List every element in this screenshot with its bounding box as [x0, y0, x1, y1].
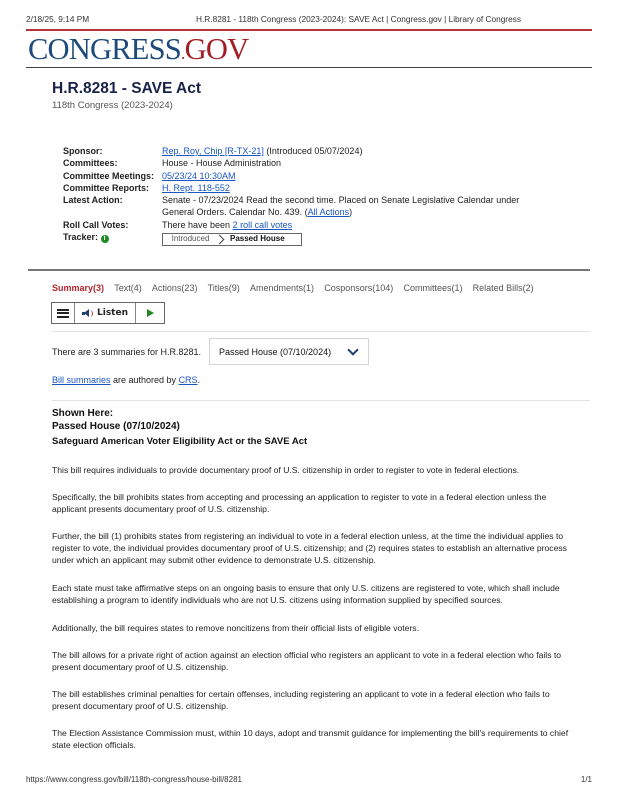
- listen-button[interactable]: [75, 303, 136, 323]
- shown-here: [52, 408, 307, 449]
- overview-row-meetings: [63, 170, 543, 182]
- overview-row-latest-action: [63, 194, 543, 219]
- sponsor-introduced: (Introduced 05/07/2024): [263, 146, 363, 156]
- committees-value: House - House Administration: [162, 158, 282, 169]
- chevron-right-icon: [218, 234, 226, 245]
- listen-toolbar: [51, 302, 165, 324]
- bill-summaries-link[interactable]: Bill summaries: [52, 375, 111, 385]
- tab-summary[interactable]: Summary(3): [52, 283, 105, 293]
- summary-paragraph: The Election Assistance Commission must, within 10 days, adopt and transmit guidance for implementing the bill's requirements to chief state election officials.: [52, 728, 569, 751]
- summaries-authored: [52, 375, 200, 385]
- meetings-label: Committee Meetings:: [63, 170, 155, 181]
- bill-overview: [63, 145, 543, 246]
- sponsor-label: Sponsor:: [63, 146, 103, 156]
- play-button[interactable]: [136, 303, 164, 323]
- print-page-title: H.R.8281 - 118th Congress (2023-2024): SAVE Act | Congress.gov | Library of Congress: [196, 14, 521, 24]
- tracker-label: Tracker:: [63, 232, 99, 243]
- authored-period: .: [197, 375, 201, 385]
- header-dark-rule: [26, 67, 592, 68]
- summary-paragraph: Further, the bill (1) prohibits states from registering an individual to vote in a federal election unless, at the time the individual applies to register to vote, the individual provides documentary proof of U.S. citizenship; and (2) requires states to establish an alternative process under which an applicant may submit other evidence to demonstrate U.S. citizenship.: [52, 531, 567, 566]
- tab-cosponsors[interactable]: Cosponsors(104): [324, 283, 394, 293]
- info-icon[interactable]: i: [101, 235, 109, 243]
- overview-row-committees: [63, 157, 543, 169]
- authored-text: are authored by: [110, 375, 179, 385]
- summary-divider-bottom: [52, 400, 590, 401]
- listen-label: Listen: [97, 308, 128, 318]
- crs-link[interactable]: CRS: [178, 375, 198, 385]
- summary-paragraph: Each state must take affirmative steps on an ongoing basis to ensure that only U.S. citizens are registered to vote, which shall include establishing a program to identify individuals who are not U.S. citizens using information supplied by specified sources.: [52, 583, 560, 606]
- latest-action-label: Latest Action:: [63, 195, 123, 206]
- tab-text[interactable]: Text(4): [114, 283, 142, 293]
- shown-here-version: Passed House (07/10/2024): [52, 420, 180, 432]
- summary-paragraph: The bill establishes criminal penalties for certain offenses, including registering an applicant to vote in a federal election who fails to present documentary proof of U.S. citizenship.: [52, 689, 550, 712]
- logo-dot: .: [180, 43, 185, 63]
- tab-committees[interactable]: Committees(1): [403, 283, 463, 293]
- summary-paragraph: Additionally, the bill requires states to remove noncitizens from their official lists of eligible voters.: [52, 623, 419, 633]
- tab-related-bills[interactable]: Related Bills(2): [472, 283, 534, 293]
- speaker-icon: [82, 309, 93, 318]
- print-page-number: 1/1: [580, 775, 592, 784]
- shown-here-label: Shown Here:: [52, 408, 114, 419]
- latest-action-close: ): [349, 207, 353, 218]
- hamburger-icon: [57, 309, 69, 318]
- overview-row-reports: [63, 182, 543, 194]
- all-actions-link[interactable]: All Actions: [307, 207, 350, 218]
- tracker-step-introduced: Introduced: [171, 234, 210, 244]
- logo-gov: GOV: [184, 32, 249, 66]
- congress-subtitle: 118th Congress (2023-2024): [52, 100, 173, 111]
- logo-congress: CONGRESS: [28, 32, 181, 66]
- summary-paragraph: The bill allows for a private right of action against an election official who registers an applicant to vote in a federal election who fails to present documentary proof of U.S. citizenship.: [52, 650, 562, 673]
- rollcall-prefix: There have been: [162, 219, 233, 230]
- play-icon: [147, 309, 154, 317]
- reports-label: Committee Reports:: [63, 182, 150, 193]
- summaries-count: There are 3 summaries for H.R.8281.: [52, 347, 202, 357]
- print-datetime: 2/18/25, 9:14 PM: [26, 14, 90, 24]
- summary-paragraph: This bill requires individuals to provide documentary proof of U.S. citizenship in order to register to vote in federal elections.: [52, 465, 520, 475]
- reports-link[interactable]: H. Rept. 118-552: [162, 182, 230, 193]
- rollcall-link[interactable]: 2 roll call votes: [232, 219, 293, 230]
- sponsor-link[interactable]: Rep. Roy, Chip [R-TX-21]: [162, 146, 264, 156]
- summary-paragraph: Specifically, the bill prohibits states from accepting and processing an application to register to vote in a federal election unless the applicant presents documentary proof of U.S. citizenship.: [52, 492, 547, 515]
- listen-menu-button[interactable]: [52, 303, 75, 323]
- summary-version-value: Passed House (07/10/2024): [219, 346, 332, 357]
- tab-titles[interactable]: Titles(9): [207, 283, 240, 293]
- act-title: Safeguard American Voter Eligibility Act or the SAVE Act: [52, 436, 308, 447]
- congress-gov-logo[interactable]: [28, 32, 248, 70]
- rollcall-label: Roll Call Votes:: [63, 219, 129, 230]
- meetings-link[interactable]: 05/23/24 10:30AM: [162, 170, 236, 181]
- section-divider: [28, 269, 590, 271]
- latest-action-line1: Senate - 07/23/2024 Read the second time. Placed on Senate Legislative Calendar under: [162, 195, 520, 206]
- chevron-down-icon: [347, 344, 358, 355]
- page-title: H.R.8281 - SAVE Act: [52, 80, 202, 97]
- tracker-step-passed-house: Passed House: [230, 234, 285, 244]
- summary-version-select[interactable]: [209, 338, 369, 365]
- overview-row-sponsor: [63, 145, 543, 157]
- print-url: https://www.congress.gov/bill/118th-congress/house-bill/8281: [26, 775, 242, 784]
- overview-row-tracker: [63, 231, 543, 246]
- committees-label: Committees:: [63, 158, 118, 169]
- header-red-rule: [26, 29, 592, 31]
- summary-divider-top: [52, 331, 590, 332]
- bill-tracker: [162, 233, 302, 246]
- bill-tabs: [52, 283, 544, 293]
- latest-action-line2: General Orders. Calendar No. 439. (: [162, 207, 308, 218]
- print-header: [26, 14, 592, 26]
- overview-row-rollcall: [63, 219, 543, 231]
- tab-actions[interactable]: Actions(23): [151, 283, 198, 293]
- tab-amendments[interactable]: Amendments(1): [250, 283, 315, 293]
